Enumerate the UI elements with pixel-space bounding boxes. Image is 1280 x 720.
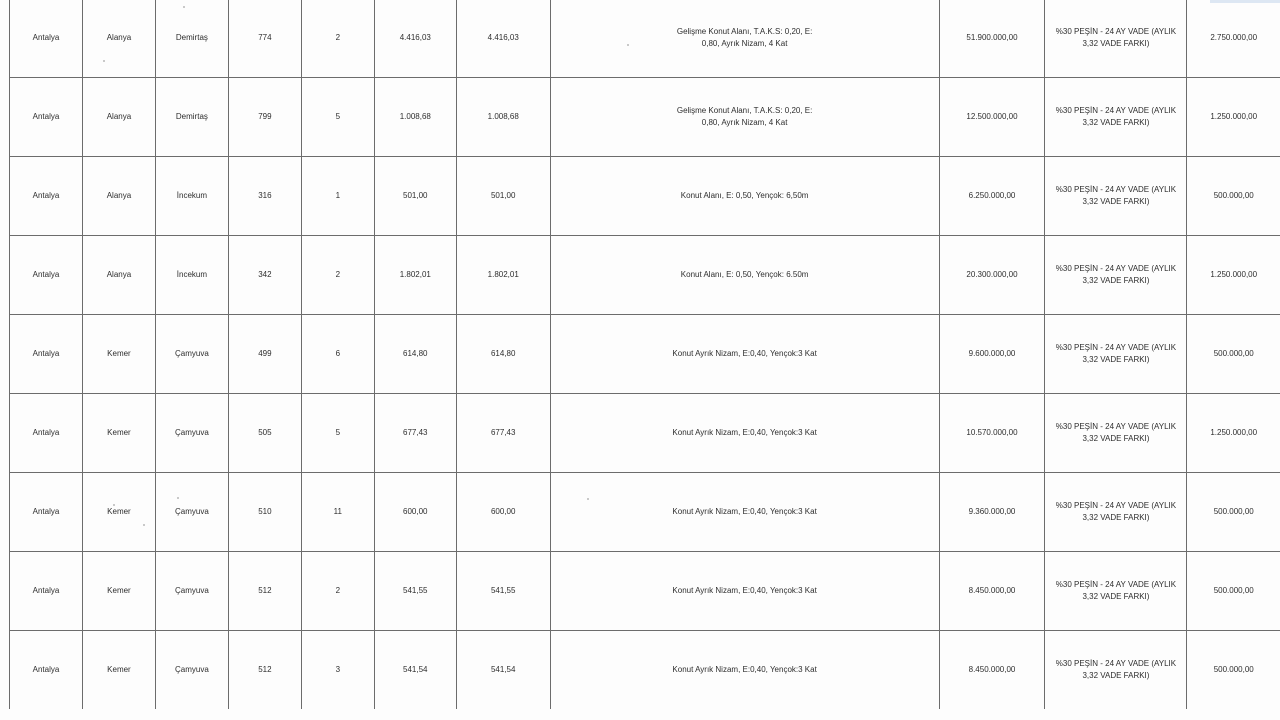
cell-imar-durumu [550,631,939,710]
cell-parsel: 2 [301,552,374,631]
cell-alan: 4.416,03 [374,0,456,78]
cell-mahalle: İncekum [155,236,228,315]
cell-satis-alan: 4.416,03 [456,0,550,78]
table-row [10,315,1280,394]
cell-ilce: Alanya [82,0,155,78]
cell-satis-alan: 501,00 [456,157,550,236]
cell-parsel: 5 [301,394,374,473]
cell-il: Antalya [10,473,83,552]
cell-imar-durumu [550,315,939,394]
imar-text: Konut Alanı, E: 0,50, Yençok: 6,50m [680,191,809,200]
cell-bedel: 8.450.000,00 [939,631,1045,710]
cell-teminat: 500.000,00 [1187,157,1280,236]
table-row [10,0,1280,78]
cell-mahalle: Demirtaş [155,0,228,78]
cell-parsel: 2 [301,236,374,315]
cell-satis-alan: 1.802,01 [456,236,550,315]
parcel-table [9,0,1280,709]
table-row [10,394,1280,473]
cell-ada: 316 [228,157,301,236]
imar-text: Konut Alanı, E: 0,50, Yençok: 6.50m [680,270,809,279]
cell-ada: 799 [228,78,301,157]
cell-ada: 774 [228,0,301,78]
cell-ilce: Kemer [82,394,155,473]
cell-odeme-sekli [1045,236,1187,315]
cell-satis-alan: 677,43 [456,394,550,473]
imar-text: Konut Ayrık Nizam, E:0,40, Yençok:3 Kat [672,428,817,437]
cell-il: Antalya [10,552,83,631]
cell-il: Antalya [10,315,83,394]
cell-imar-durumu [550,394,939,473]
table-row [10,473,1280,552]
imar-text: Konut Ayrık Nizam, E:0,40, Yençok:3 Kat [672,349,817,358]
table-row [10,236,1280,315]
cell-ilce: Kemer [82,631,155,710]
cell-parsel: 11 [301,473,374,552]
cell-ada: 510 [228,473,301,552]
cell-teminat: 1.250.000,00 [1187,78,1280,157]
cell-alan: 614,80 [374,315,456,394]
cell-odeme-sekli [1045,394,1187,473]
odeme-text: %30 PEŞİN - 24 AY VADE (AYLIK 3,32 VADE FARKI) [1055,343,1177,364]
imar-text: Gelişme Konut Alanı, T.A.K.S: 0,20, E: 0,80, Ayrık Nizam, 4 Kat [676,27,813,48]
cell-bedel: 20.300.000,00 [939,236,1045,315]
cell-odeme-sekli [1045,0,1187,78]
cell-odeme-sekli [1045,473,1187,552]
cell-ada: 505 [228,394,301,473]
cell-ilce: Kemer [82,552,155,631]
cell-satis-alan: 614,80 [456,315,550,394]
cell-bedel: 8.450.000,00 [939,552,1045,631]
cell-il: Antalya [10,631,83,710]
cell-teminat: 1.250.000,00 [1187,236,1280,315]
cell-teminat: 500.000,00 [1187,473,1280,552]
cell-mahalle: İncekum [155,157,228,236]
cell-ada: 342 [228,236,301,315]
cell-odeme-sekli [1045,552,1187,631]
odeme-text: %30 PEŞİN - 24 AY VADE (AYLIK 3,32 VADE FARKI) [1055,185,1177,206]
cell-il: Antalya [10,78,83,157]
cell-il: Antalya [10,157,83,236]
odeme-text: %30 PEŞİN - 24 AY VADE (AYLIK 3,32 VADE FARKI) [1055,659,1177,680]
imar-text: Konut Ayrık Nizam, E:0,40, Yençok:3 Kat [672,507,817,516]
table-row [10,552,1280,631]
imar-text: Konut Ayrık Nizam, E:0,40, Yençok:3 Kat [672,586,817,595]
cell-il: Antalya [10,236,83,315]
cell-bedel: 9.360.000,00 [939,473,1045,552]
odeme-text: %30 PEŞİN - 24 AY VADE (AYLIK 3,32 VADE FARKI) [1055,501,1177,522]
cell-ada: 512 [228,552,301,631]
cell-imar-durumu [550,473,939,552]
cell-satis-alan: 600,00 [456,473,550,552]
odeme-text: %30 PEŞİN - 24 AY VADE (AYLIK 3,32 VADE FARKI) [1055,422,1177,443]
cell-mahalle: Çamyuva [155,552,228,631]
cell-teminat: 1.250.000,00 [1187,394,1280,473]
cell-teminat: 500.000,00 [1187,315,1280,394]
odeme-text: %30 PEŞİN - 24 AY VADE (AYLIK 3,32 VADE FARKI) [1055,106,1177,127]
cell-odeme-sekli [1045,315,1187,394]
table-row [10,78,1280,157]
cell-mahalle: Çamyuva [155,631,228,710]
cell-ilce: Alanya [82,78,155,157]
cell-bedel: 10.570.000,00 [939,394,1045,473]
cell-bedel: 51.900.000,00 [939,0,1045,78]
cell-alan: 677,43 [374,394,456,473]
cell-satis-alan: 541,54 [456,631,550,710]
cell-odeme-sekli [1045,78,1187,157]
cell-odeme-sekli [1045,631,1187,710]
cell-teminat: 500.000,00 [1187,631,1280,710]
cell-satis-alan: 1.008,68 [456,78,550,157]
cell-ilce: Alanya [82,236,155,315]
cell-il: Antalya [10,394,83,473]
cell-alan: 600,00 [374,473,456,552]
cell-parsel: 1 [301,157,374,236]
odeme-text: %30 PEŞİN - 24 AY VADE (AYLIK 3,32 VADE FARKI) [1055,264,1177,285]
cell-ilce: Alanya [82,157,155,236]
cell-ada: 512 [228,631,301,710]
cell-mahalle: Demirtaş [155,78,228,157]
cell-odeme-sekli [1045,157,1187,236]
cell-alan: 1.802,01 [374,236,456,315]
cell-teminat: 2.750.000,00 [1187,0,1280,78]
cell-imar-durumu [550,236,939,315]
cell-parsel: 2 [301,0,374,78]
cell-mahalle: Çamyuva [155,315,228,394]
table-row [10,631,1280,710]
cell-parsel: 5 [301,78,374,157]
cell-ilce: Kemer [82,473,155,552]
cell-mahalle: Çamyuva [155,394,228,473]
cell-bedel: 9.600.000,00 [939,315,1045,394]
cell-imar-durumu [550,157,939,236]
cell-il: Antalya [10,0,83,78]
cell-imar-durumu [550,552,939,631]
cell-parsel: 6 [301,315,374,394]
table-row [10,157,1280,236]
cell-bedel: 6.250.000,00 [939,157,1045,236]
cell-imar-durumu [550,0,939,78]
imar-text: Gelişme Konut Alanı, T.A.K.S: 0,20, E: 0,80, Ayrık Nizam, 4 Kat [676,106,813,127]
cell-ilce: Kemer [82,315,155,394]
cell-bedel: 12.500.000,00 [939,78,1045,157]
cell-mahalle: Çamyuva [155,473,228,552]
imar-text: Konut Ayrık Nizam, E:0,40, Yençok:3 Kat [672,665,817,674]
cell-parsel: 3 [301,631,374,710]
cell-satis-alan: 541,55 [456,552,550,631]
odeme-text: %30 PEŞİN - 24 AY VADE (AYLIK 3,32 VADE FARKI) [1055,27,1177,48]
cell-teminat: 500.000,00 [1187,552,1280,631]
cell-alan: 501,00 [374,157,456,236]
cell-alan: 541,54 [374,631,456,710]
odeme-text: %30 PEŞİN - 24 AY VADE (AYLIK 3,32 VADE FARKI) [1055,580,1177,601]
cell-imar-durumu [550,78,939,157]
cell-ada: 499 [228,315,301,394]
cell-alan: 1.008,68 [374,78,456,157]
cell-alan: 541,55 [374,552,456,631]
